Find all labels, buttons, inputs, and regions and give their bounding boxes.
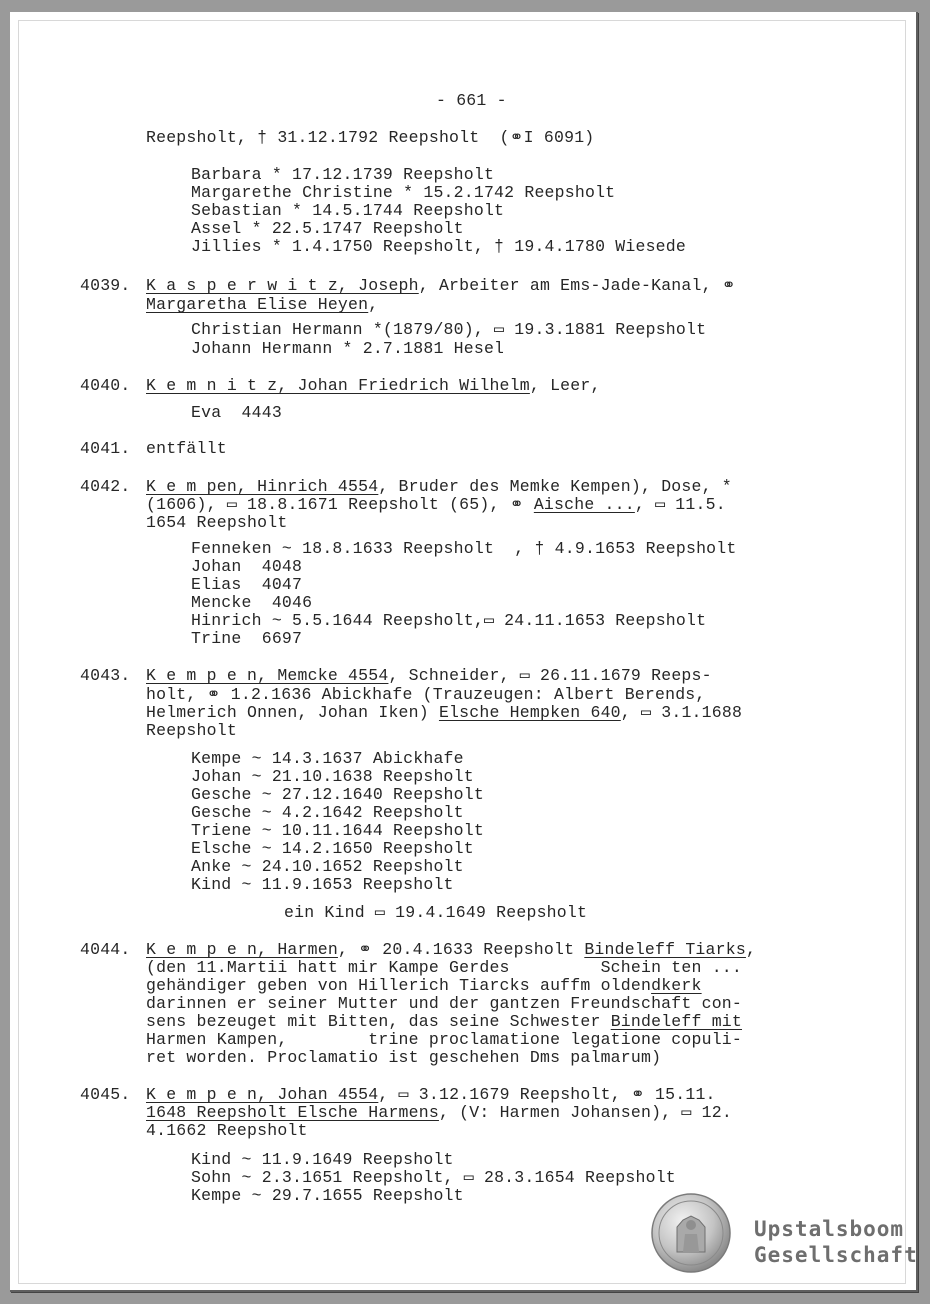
child-entry: Kempe ~ 29.7.1655 Reepsholt bbox=[191, 1186, 464, 1205]
child-entry: Barbara * 17.12.1739 Reepsholt bbox=[191, 165, 495, 184]
entry-number: 4045. bbox=[80, 1085, 131, 1104]
child-entry: Eva 4443 bbox=[191, 403, 282, 422]
text-line: holt, ⚭ 1.2.1636 Abickhafe (Trauzeugen: Albert Berends, bbox=[146, 685, 706, 704]
child-entry: Gesche ~ 27.12.1640 Reepsholt bbox=[191, 785, 484, 804]
text-line: Margaretha Elise Heyen, bbox=[146, 295, 379, 314]
seal-icon bbox=[650, 1192, 732, 1274]
spouse-name: Margaretha Elise Heyen bbox=[146, 295, 369, 314]
child-entry: Johan ~ 21.10.1638 Reepsholt bbox=[191, 767, 474, 786]
child-entry: Margarethe Christine * 15.2.1742 Reepsholt bbox=[191, 183, 616, 202]
child-entry: Kempe ~ 14.3.1637 Abickhafe bbox=[191, 749, 464, 768]
person-name: K e m p e n, Johan 4554 bbox=[146, 1085, 379, 1104]
brand-name: Upstalsboom bbox=[754, 1217, 905, 1241]
entry-number: 4039. bbox=[80, 276, 131, 295]
child-entry: Gesche ~ 4.2.1642 Reepsholt bbox=[191, 803, 464, 822]
child-entry: Christian Hermann *(1879/80), ▭ 19.3.1881 Reepsholt bbox=[191, 320, 707, 339]
page-number: - 661 - bbox=[436, 91, 507, 110]
child-entry: Johann Hermann * 2.7.1881 Hesel bbox=[191, 339, 505, 358]
text-line: Helmerich Onnen, Johan Iken) Elsche Hempken 640, ▭ 3.1.1688 bbox=[146, 703, 743, 722]
entry-heading bbox=[146, 377, 601, 395]
child-entry: Kind ~ 11.9.1653 Reepsholt bbox=[191, 875, 454, 894]
entry-number: 4042. bbox=[80, 477, 131, 496]
child-entry: Mencke 4046 bbox=[191, 593, 313, 612]
text-line: sens bezeuget mit Bitten, das seine Schwester Bindeleff mit bbox=[146, 1012, 743, 1031]
entry-heading bbox=[146, 277, 736, 295]
child-entry: Sebastian * 14.5.1744 Reepsholt bbox=[191, 201, 505, 220]
text-line: (den 11.Martii hatt mir Kampe Gerdes Schein ten ... bbox=[146, 958, 742, 977]
child-entry: Trine 6697 bbox=[191, 629, 303, 648]
child-entry: Anke ~ 24.10.1652 Reepsholt bbox=[191, 857, 464, 876]
text-line: (1606), ▭ 18.8.1671 Reepsholt (65), ⚭ Aische ..., ▭ 11.5. bbox=[146, 495, 726, 514]
spouse-name: Bindeleff Tiarks bbox=[584, 940, 746, 959]
child-entry: Elsche ~ 14.2.1650 Reepsholt bbox=[191, 839, 474, 858]
entry-text: , ▭ 3.12.1679 Reepsholt, ⚭ 15.11. bbox=[378, 1085, 716, 1104]
entry-number: 4044. bbox=[80, 940, 131, 959]
child-entry: ein Kind ▭ 19.4.1649 Reepsholt bbox=[284, 903, 588, 922]
entry-number: 4040. bbox=[80, 376, 131, 395]
text-line: darinnen er seiner Mutter und der gantzen Freundschaft con- bbox=[146, 994, 742, 1013]
person-name: K e m n i t z, Johan Friedrich Wilhelm bbox=[146, 376, 530, 395]
child-entry: Hinrich ~ 5.5.1644 Reepsholt,▭ 24.11.1653 Reepsholt bbox=[191, 611, 707, 630]
entry-number: 4043. bbox=[80, 666, 131, 685]
person-name: K a s p e r w i t z, Joseph bbox=[146, 276, 419, 295]
text-line: 1648 Reepsholt Elsche Harmens, (V: Harmen Johansen), ▭ 12. bbox=[146, 1103, 732, 1122]
entry-text: entfällt bbox=[146, 439, 227, 458]
entry-text: , Schneider, ▭ 26.11.1679 Reeps- bbox=[388, 666, 712, 685]
entry-text: , Arbeiter am Ems-Jade-Kanal, ⚭ bbox=[418, 276, 736, 295]
child-entry: Triene ~ 10.11.1644 Reepsholt bbox=[191, 821, 484, 840]
text-line: 4.1662 Reepsholt bbox=[146, 1121, 308, 1140]
text-line: Harmen Kampen, trine proclamatione legatione copuli- bbox=[146, 1030, 742, 1049]
entry-text: , Bruder des Memke Kempen), Dose, * bbox=[378, 477, 732, 496]
entry-heading bbox=[146, 1086, 716, 1104]
spouse-name: Elsche Hempken 640 bbox=[438, 703, 621, 722]
text-line: ret worden. Proclamatio ist geschehen Dms palmarum) bbox=[146, 1048, 662, 1067]
text-line: Reepsholt bbox=[146, 721, 237, 740]
spouse-name: 1648 Reepsholt Elsche Harmens bbox=[146, 1103, 439, 1122]
person-name: K e m p e n, Harmen bbox=[146, 940, 338, 959]
child-entry: Kind ~ 11.9.1649 Reepsholt bbox=[191, 1150, 454, 1169]
text-line: 1654 Reepsholt bbox=[146, 513, 288, 532]
child-entry: Fenneken ~ 18.8.1633 Reepsholt , † 4.9.1653 Reepsholt bbox=[191, 539, 737, 558]
child-entry: Sohn ~ 2.3.1651 Reepsholt, ▭ 28.3.1654 Reepsholt bbox=[191, 1168, 676, 1187]
entry-heading bbox=[146, 478, 732, 496]
child-entry: Assel * 22.5.1747 Reepsholt bbox=[191, 219, 464, 238]
child-entry: Elias 4047 bbox=[191, 575, 303, 594]
child-entry: Johan 4048 bbox=[191, 557, 303, 576]
entry-number: 4041. bbox=[80, 439, 131, 458]
text-line: Reepsholt, † 31.12.1792 Reepsholt (⚭I 6091) bbox=[146, 128, 595, 147]
entry-heading bbox=[146, 667, 712, 685]
brand-name-2: Gesellschaft bbox=[754, 1243, 918, 1267]
person-name: K e m pen, Hinrich 4554 bbox=[146, 477, 379, 496]
entry-heading: K e m p e n, Harmen, ⚭ 20.4.1633 Reepsholt Bindeleff Tiarks, bbox=[146, 940, 757, 959]
entry-text: , ⚭ 20.4.1633 Reepsholt bbox=[337, 940, 585, 959]
text-line: gehändiger geben von Hillerich Tiarcks auffm oldendkerk bbox=[146, 976, 702, 995]
spouse-name: Aische ... bbox=[533, 495, 635, 514]
person-name: K e m p e n, Memcke 4554 bbox=[146, 666, 389, 685]
entry-text: , Leer, bbox=[529, 376, 601, 395]
child-entry: Jillies * 1.4.1750 Reepsholt, † 19.4.1780 Wiesede bbox=[191, 237, 686, 256]
